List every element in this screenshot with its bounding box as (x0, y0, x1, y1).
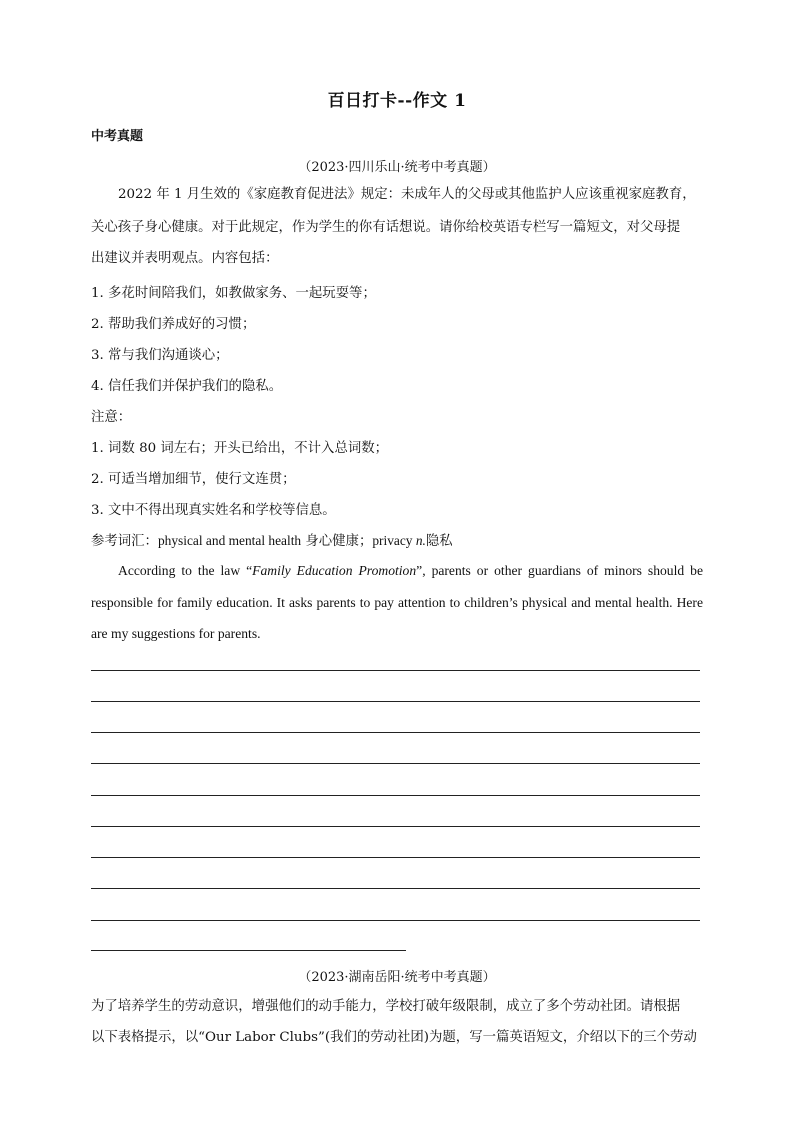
writing-line[interactable] (91, 701, 700, 702)
question-1-source: （2023·四川乐山·统考中考真题） (298, 160, 496, 175)
writing-line[interactable] (91, 763, 700, 764)
notes-label: 注意： (91, 410, 132, 425)
writing-line[interactable] (91, 826, 700, 827)
vocab-label: 参考词汇： (91, 534, 158, 549)
writing-line-short[interactable] (91, 950, 406, 951)
content-item-2: 2. 帮助我们养成好的习惯； (91, 317, 256, 332)
note-item-3: 3. 文中不得出现真实姓名和学校等信息。 (91, 503, 336, 518)
writing-line[interactable] (91, 670, 700, 671)
page-title: 百日打卡--作文 1 (327, 91, 467, 111)
vocab-meaning-2: 隐私 (425, 534, 453, 549)
section-heading: 中考真题 (91, 129, 144, 144)
writing-line[interactable] (91, 857, 700, 858)
vocab-meaning-1: 身心健康； (301, 534, 373, 549)
vocab-term-1: physical and mental health (157, 533, 302, 548)
question-2-source: （2023·湖南岳阳·统考中考真题） (298, 970, 496, 985)
essay-text-pre: According to the law “ (118, 563, 253, 578)
question-1-intro-line-2: 关心孩子身心健康。对于此规定，作为学生的你有话想说。请你给校英语专栏写一篇短文，对父母提 (91, 220, 681, 235)
note-item-2: 2. 可适当增加细节，使行文连贯； (91, 472, 296, 487)
essay-text-post: ”, parents or other guardians of minors should be responsible for family education. It asks parents to pay attention to children’s physical and mental health. Here are my suggestions for parents. (91, 563, 703, 641)
writing-line[interactable] (91, 888, 700, 889)
essay-law-title: Family Education Promotion (252, 563, 417, 578)
content-item-1: 1. 多花时间陪我们，如教做家务、一起玩耍等； (91, 286, 376, 301)
writing-line[interactable] (91, 732, 700, 733)
vocab-term-2: privacy (372, 533, 416, 548)
content-item-4: 4. 信任我们并保护我们的隐私。 (91, 379, 283, 394)
question-2-intro-line-1: 为了培养学生的劳动意识，增强他们的动手能力，学校打破年级限制，成立了多个劳动社团。请根据 (91, 999, 681, 1014)
content-item-3: 3. 常与我们沟通谈心； (91, 348, 229, 363)
essay-opening (91, 555, 703, 650)
writing-line[interactable] (91, 920, 700, 921)
question-2-intro-line-2: 以下表格提示，以“Our Labor Clubs”(我们的劳动社团)为题，写一篇英语短文，介绍以下的三个劳动 (91, 1030, 697, 1045)
vocab-part-of-speech: n. (415, 533, 426, 548)
reference-vocabulary (91, 530, 453, 549)
writing-line[interactable] (91, 795, 700, 796)
question-1-intro-line-1: 2022 年 1 月生效的《家庭教育促进法》规定：未成年人的父母或其他监护人应该重视家庭教育， (118, 187, 696, 202)
question-1-intro-line-3: 出建议并表明观点。内容包括： (91, 251, 279, 266)
note-item-1: 1. 词数 80 词左右；开头已给出，不计入总词数； (91, 441, 389, 456)
